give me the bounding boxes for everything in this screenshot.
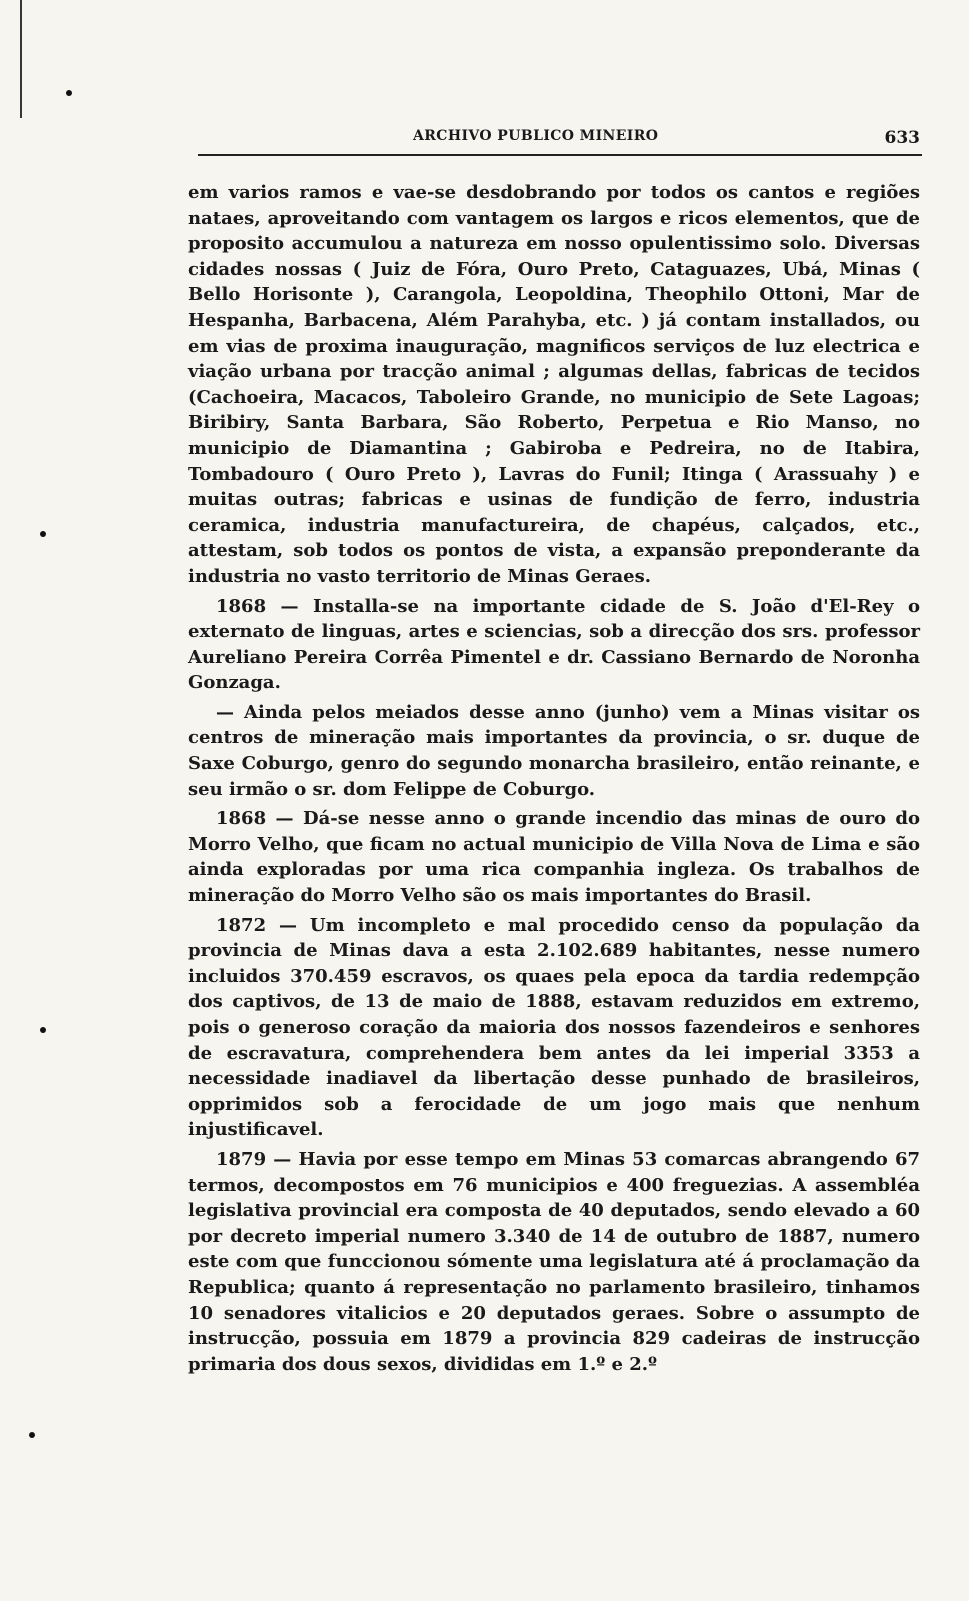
paragraph-1868-externato: 1868 — Installa-se na importante cidade de S. João d'El-Rey o externato de linguas, artes e sciencias, sob a direcção dos srs. professor Aureliano Pereira Corrêa Pimentel e dr. Cassiano Bernardo de Noronha Gonzaga. <box>188 595 920 694</box>
paragraph-industry: em varios ramos e vae-se desdobrando por todos os cantos e regiões nataes, aproveitando com vantagem os largos e ricos elementos, que de proposito accumulou a natureza em nosso opulentissimo solo. Diversas cidades nossas ( Juiz de Fóra, Ouro Preto, Cataguazes, Ubá, Minas ( Bello Horisonte ), Carangola, Leopoldina, Theophilo Ottoni, Mar de Hespanha, Barbacena, Além Parahyba, etc. ) já contam installados, ou em vias de proxima inauguração, magnificos serviços de luz electrica e viação urbana por tracção animal ; algumas dellas, fabricas de tecidos (Cachoeira, Macacos, Taboleiro Grande, no municipio de Sete Lagoas; Biribiry, Santa Barbara, São Roberto, Perpetua e Rio Manso, no municipio de Diamantina ; Gabiroba e Pedreira, no de Itabira, Tombadouro ( Ouro Preto ), Lavras do Funil; Itinga ( Arassuahy ) e muitas outras; fabricas e usinas de fundição de ferro, industria ceramica, industria manufactureira, de chapéus, calçados, etc., attestam, sob todos os pontos de vista, a expansão preponderante da industria no vasto territorio de Minas Geraes. <box>188 182 920 587</box>
ink-speck <box>40 531 46 537</box>
binding-edge-line <box>20 0 22 118</box>
paragraph-1872-censo: 1872 — Um incompleto e mal procedido censo da população da provincia de Minas dava a esta 2.102.689 habitantes, nesse numero incluidos 370.459 escravos, os quaes pela epoca da tardia redempção dos captivos, de 13 de maio de 1888, estavam reduzidos em extremo, pois o generoso coração da maioria dos nossos fazendeiros e senhores de escravatura, comprehendera bem antes da lei imperial 3353 a necessidade inadiavel da libertação desse punhado de brasileiros, opprimidos sob a ferocidade de um jogo mais que nenhum injustificavel. <box>188 914 920 1141</box>
paragraph-duque-visit: — Ainda pelos meiados desse anno (junho) vem a Minas visitar os centros de mineração mais importantes da provincia, o sr. duque de Saxe Coburgo, genro do segundo monarcha brasileiro, então reinante, e seu irmão o sr. dom Felippe de Coburgo. <box>188 701 920 800</box>
page-header <box>205 128 920 152</box>
body-text <box>188 180 920 1377</box>
paragraph-1879-comarcas: 1879 — Havia por esse tempo em Minas 53 comarcas abrangendo 67 termos, decompostos em 76 municipios e 400 freguezias. A assembléa legislativa provincial era composta de 40 deputados, sendo elevado a 60 por decreto imperial numero 3.340 de 14 de outubro de 1887, numero este com que funccionou sómente uma legislatura até á proclamação da Republica; quanto á representação no parlamento brasileiro, tinhamos 10 senadores vitalicios e 20 deputados geraes. Sobre o assumpto de instrucção, possuia em 1879 a provincia 829 cadeiras de instrucção primaria dos dous sexos, divididas em 1.º e 2.º <box>188 1148 920 1375</box>
paragraph-1868-incendio: 1868 — Dá-se nesse anno o grande incendio das minas de ouro do Morro Velho, que ficam no actual municipio de Villa Nova de Lima e são ainda exploradas por uma rica companhia ingleza. Os trabalhos de mineração do Morro Velho são os mais importantes do Brasil. <box>188 808 920 907</box>
header-rule <box>198 154 922 156</box>
ink-speck <box>66 90 72 96</box>
ink-speck <box>40 1027 46 1033</box>
ink-speck <box>29 1432 35 1438</box>
running-title: ARCHIVO PUBLICO MINEIRO <box>413 128 659 144</box>
page-number: 633 <box>884 128 920 148</box>
